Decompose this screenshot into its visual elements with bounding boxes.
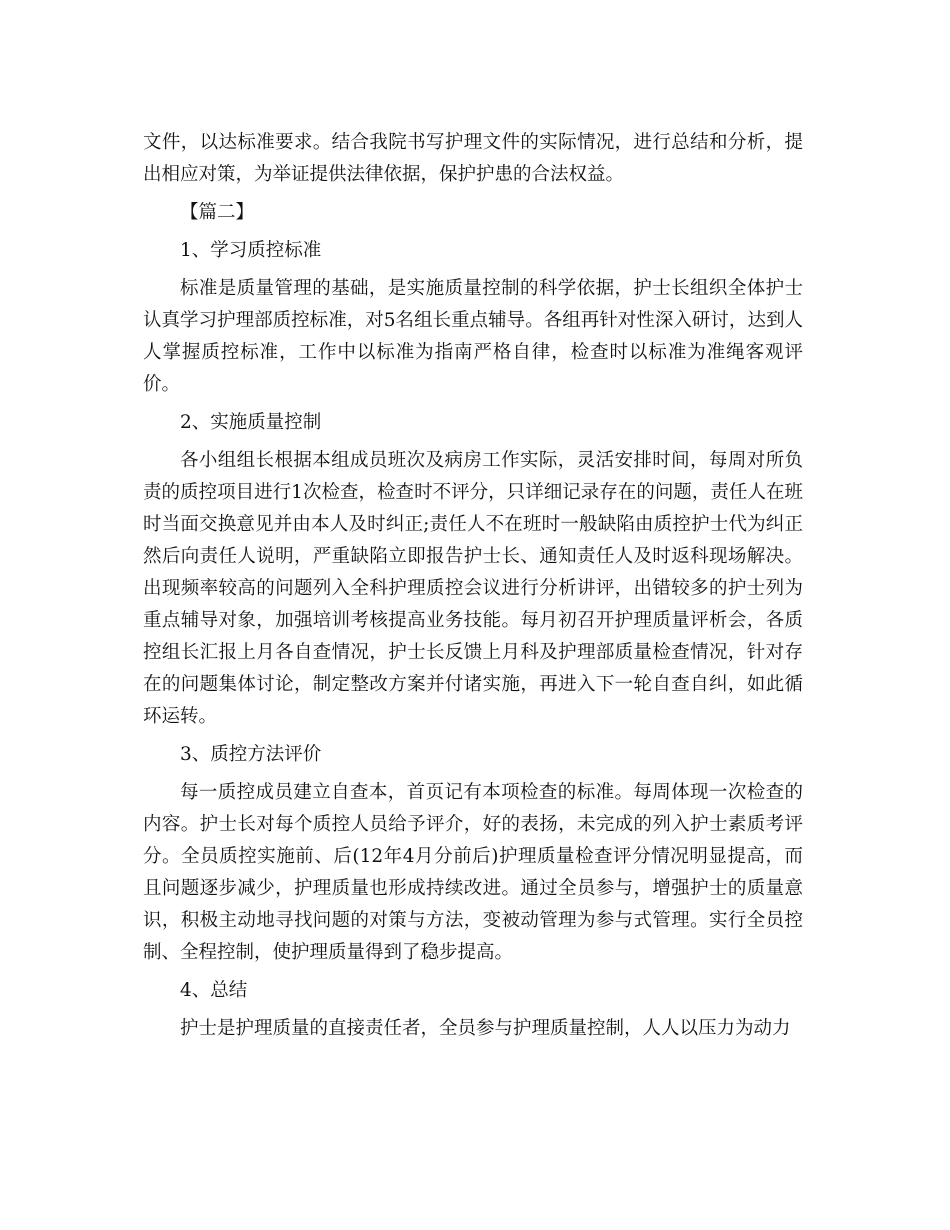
section-heading-4: 4、总结 [180, 980, 248, 1001]
paragraph-intro: 文件，以达标准要求。结合我院书写护理文件的实际情况，进行总结和分析，提出相应对策，为举证提供法律依据，保护护患的合法权益。 [143, 132, 803, 185]
section-marker-part-two: 【篇二】 [180, 202, 255, 223]
paragraph-section-2: 各小组组长根据本组成员班次及病房工作实际，灵活安排时间，每周对所负责的质控项目进行1次检查，检查时不评分，只详细记录存在的问题，责任人在班时当面交换意见并由本人及时纠正;责任人不在班时一般缺陷由质控护士代为纠正然后向责任人说明，严重缺陷立即报告护士长、通知责任人及时返科现场解决。出现频率较高的问题列入全科护理质控会议进行分析讲评，出错较多的护士列为重点辅导对象，加强培训考核提高业务技能。每月初召开护理质量评析会，各质控组长汇报上月各自查情况，护士长反馈上月科及护理部质量检查情况，针对存在的问题集体讨论，制定整改方案并付诸实施，再进入下一轮自查自纠，如此循环运转。 [143, 450, 803, 727]
paragraph-section-4: 护士是护理质量的直接责任者，全员参与护理质量控制，人人以压力为动力 [180, 1018, 791, 1039]
section-heading-1: 1、学习质控标准 [180, 240, 322, 261]
section-heading-2: 2、实施质量控制 [180, 412, 322, 433]
section-heading-3: 3、质控方法评价 [180, 744, 322, 765]
paragraph-section-1: 标准是质量管理的基础，是实施质量控制的科学依据，护士长组织全体护士认真学习护理部质控标准，对5名组长重点辅导。各组再针对性深入研讨，达到人人掌握质控标准，工作中以标准为指南严格自律，检查时以标准为准绳客观评价。 [143, 278, 803, 395]
paragraph-section-3: 每一质控成员建立自查本，首页记有本项检查的标准。每周体现一次检查的内容。护士长对每个质控人员给予评介，好的表扬，未完成的列入护士素质考评分。全员质控实施前、后(12年4月分前后)护理质量检查评分情况明显提高，而且问题逐步减少，护理质量也形成持续改进。通过全员参与，增强护士的质量意识，积极主动地寻找问题的对策与方法，变被动管理为参与式管理。实行全员控制、全程控制，使护理质量得到了稳步提高。 [143, 782, 803, 963]
document-body [143, 127, 803, 1051]
